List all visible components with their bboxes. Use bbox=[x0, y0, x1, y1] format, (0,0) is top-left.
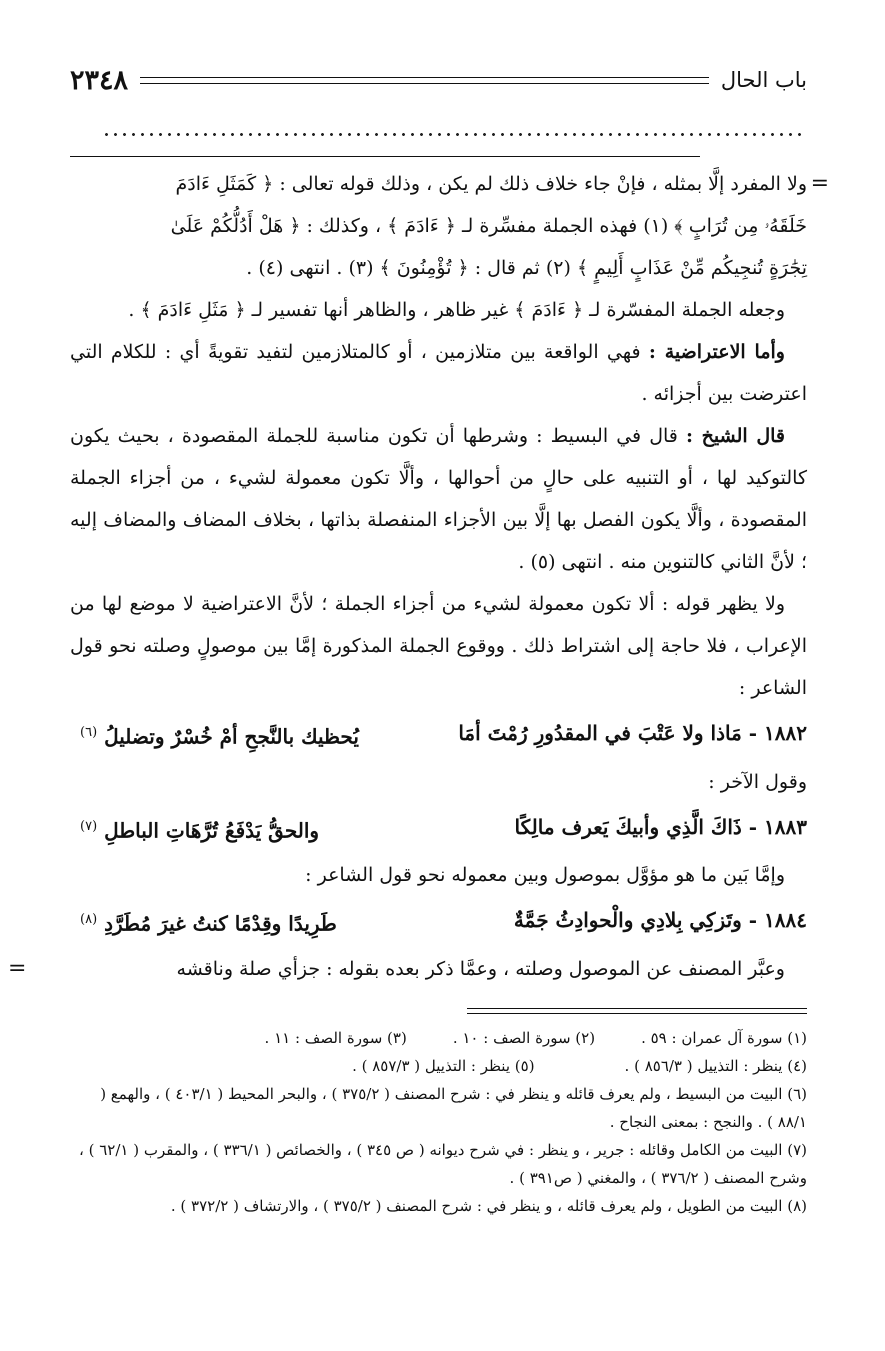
verse-1883-second-hemistich: والحقُّ يَدْفَعُ تُرَّهَاتِ الباطلِ bbox=[104, 818, 320, 843]
footnote-rule bbox=[467, 1008, 807, 1014]
footnotes-row-2 bbox=[70, 1052, 807, 1080]
verse-1884-footnote-ref: (٨) bbox=[80, 912, 98, 928]
main-text bbox=[8, 163, 829, 990]
chapter-title: باب الحال bbox=[720, 68, 807, 92]
footnote-2: (٢) سورة الصف : ١٠ . bbox=[452, 1028, 596, 1047]
paragraph-8-text: وعبَّر المصنف عن الموصول وصلته ، وعمَّا ذكر بعده بقوله : جزأي صلة وناقشه bbox=[176, 957, 785, 980]
paragraph-4-lead: قال الشيخ : bbox=[685, 425, 786, 447]
paragraph-3 bbox=[70, 331, 807, 415]
footnote-1: (١) سورة آل عمران : ٥٩ . bbox=[641, 1028, 807, 1047]
book-page bbox=[8, 58, 829, 1220]
dotted-separator bbox=[102, 130, 802, 142]
footnote-6: (٦) البيت من البسيط ، ولم يعرف قائله و ينظر في : شرح المصنف ( ٣٧٥/٢ ) ، والبحر المحيط ( ٤٠٣/١ ) ، والهمع ( ٨٨/١ ) . والنجح : بمعنى النجاح . bbox=[100, 1084, 807, 1131]
verse-1882-first-hemistich: ١٨٨٢ - مَاذا ولا عَتْبَ في المقدُورِ رُمْتَ أمَا bbox=[458, 721, 807, 745]
paragraph-2: وجعله الجملة المفسّرة لـ ﴿ ءَادَمَ ﴾ غير ظاهر ، والظاهر أنها تفسير لـ ﴿ مَثَلِ ءَادَمَ ﴾ . bbox=[128, 299, 785, 321]
footnote-7: (٧) البيت من الكامل وقائله : جرير ، و ينظر : في شرح ديوانه ( ص ٣٤٥ ) ، والخصائص ( ٣٣٦/١ ) ، والمقرب ( ٦٢/١ ) ، وشرح المصنف ( ٣٧٦/٢ ) ، والمغني ( ص٣٩١ ) . bbox=[79, 1140, 807, 1187]
verse-1882 bbox=[70, 709, 807, 761]
verse-1884-second-hemistich: طَرِيدًا وقِدْمًا كنتُ غيرَ مُطَرَّدِ bbox=[104, 911, 337, 936]
verse-1883 bbox=[70, 803, 807, 855]
paragraph-1-line-2: خَلَقَهُۥ مِن تُرَابٍ ﴾ (١) فهذه الجملة مفسِّرة لـ ﴿ ءَادَمَ ﴾ ، وكذلك : ﴿ هَلْ أَدُلُّكُمْ عَلَىٰ bbox=[170, 215, 807, 237]
paragraph-4-text: قال في البسيط : وشرطها أن تكون مناسبة للجملة المقصودة ، بحيث يكون كالتوكيد لها ، أو التنبيه على حالٍ من أحوالها ، وألَّا تكون معمولة لشيء ، من أجزاء الجملة المقصودة ، وألَّا يكون الفصل بها إلَّا بين الأجزاء المنفصلة بذاتها ، بخلاف المضاف والمضاف إليه ؛ لأنَّ الثاني كالتنوين منه . انتهى (٥) . bbox=[70, 425, 807, 573]
paragraph-7: وإمَّا بَين ما هو مؤوَّل بموصول وبين معموله نحو قول الشاعر : bbox=[305, 864, 785, 887]
end-continuation-mark: = bbox=[8, 955, 27, 981]
paragraph-8 bbox=[8, 948, 807, 990]
verse-1882-footnote-ref: (٦) bbox=[80, 725, 98, 740]
verse-1883-footnote-ref: (٧) bbox=[80, 818, 98, 834]
separator-line bbox=[70, 156, 700, 157]
paragraph-3-lead: وأما الاعتراضية : bbox=[648, 341, 785, 363]
verse-1884 bbox=[70, 896, 807, 948]
paragraph-4 bbox=[70, 415, 807, 583]
paragraph-6: وقول الآخر : bbox=[708, 770, 807, 793]
verse-1883-first-hemistich: ١٨٨٣ - ذَاكَ الَّذِي وأبيكَ يَعرف مالِكًا bbox=[514, 814, 807, 839]
footnote-3: (٣) سورة الصف : ١١ . bbox=[264, 1028, 407, 1047]
page-number: ٢٣٤٨ bbox=[70, 64, 129, 96]
paragraph-3-text: فهي الواقعة بين متلازمين ، أو كالمتلازمين لتفيد تقويةً أي : للكلام التي اعترضت بين أجزائه . bbox=[70, 341, 807, 405]
continuation-mark: = bbox=[810, 171, 829, 196]
footnotes-row-1 bbox=[70, 1024, 807, 1052]
paragraph-1 bbox=[70, 163, 829, 289]
footnote-8: (٨) البيت من الطويل ، ولم يعرف قائله ، و ينظر في : شرح المصنف ( ٣٧٥/٢ ) ، والارتشاف ( ٣٧٢/٢ ) . bbox=[170, 1196, 807, 1215]
footnotes bbox=[70, 1024, 807, 1220]
verse-1884-first-hemistich: ١٨٨٤ - وتَزكِي بِلادِي والْحوادِثُ جَمَّةٌ bbox=[513, 908, 807, 933]
page-header bbox=[70, 58, 807, 102]
paragraph-1-line-3: تِجَٰرَةٍ تُنجِيكُم مِّنْ عَذَابٍ أَلِيمٍ ﴾ (٢) ثم قال : ﴿ تُؤْمِنُونَ ﴾ (٣) . انتهى (٤) . bbox=[246, 257, 807, 279]
paragraph-5: ولا يظهر قوله : ألا تكون معمولة لشيء من أجزاء الجملة ؛ لأنَّ الاعتراضية لا موضع لها من الإعراب ، فلا حاجة إلى اشتراط ذلك . ووقوع الجملة المذكورة إمَّا بين موصولٍ وصلته نحو قول الشاعر : bbox=[70, 593, 807, 699]
verse-1882-second-hemistich: يُحظيك بالنَّجحِ أمْ خُسْرٌ وتضليلُ bbox=[104, 724, 359, 749]
paragraph-1-line-1: ولا المفرد إلَّا بمثله ، فإنْ جاء خلاف ذلك لم يكن ، وذلك قوله تعالى : ﴿ كَمَثَلِ ءَادَمَ bbox=[175, 173, 807, 195]
footnote-5: (٥) ينظر : التذييل ( ٨٥٧/٣ ) . bbox=[352, 1056, 535, 1075]
footnote-4: (٤) ينظر : التذييل ( ٨٥٦/٣ ) . bbox=[624, 1056, 807, 1075]
header-rule bbox=[140, 77, 709, 84]
